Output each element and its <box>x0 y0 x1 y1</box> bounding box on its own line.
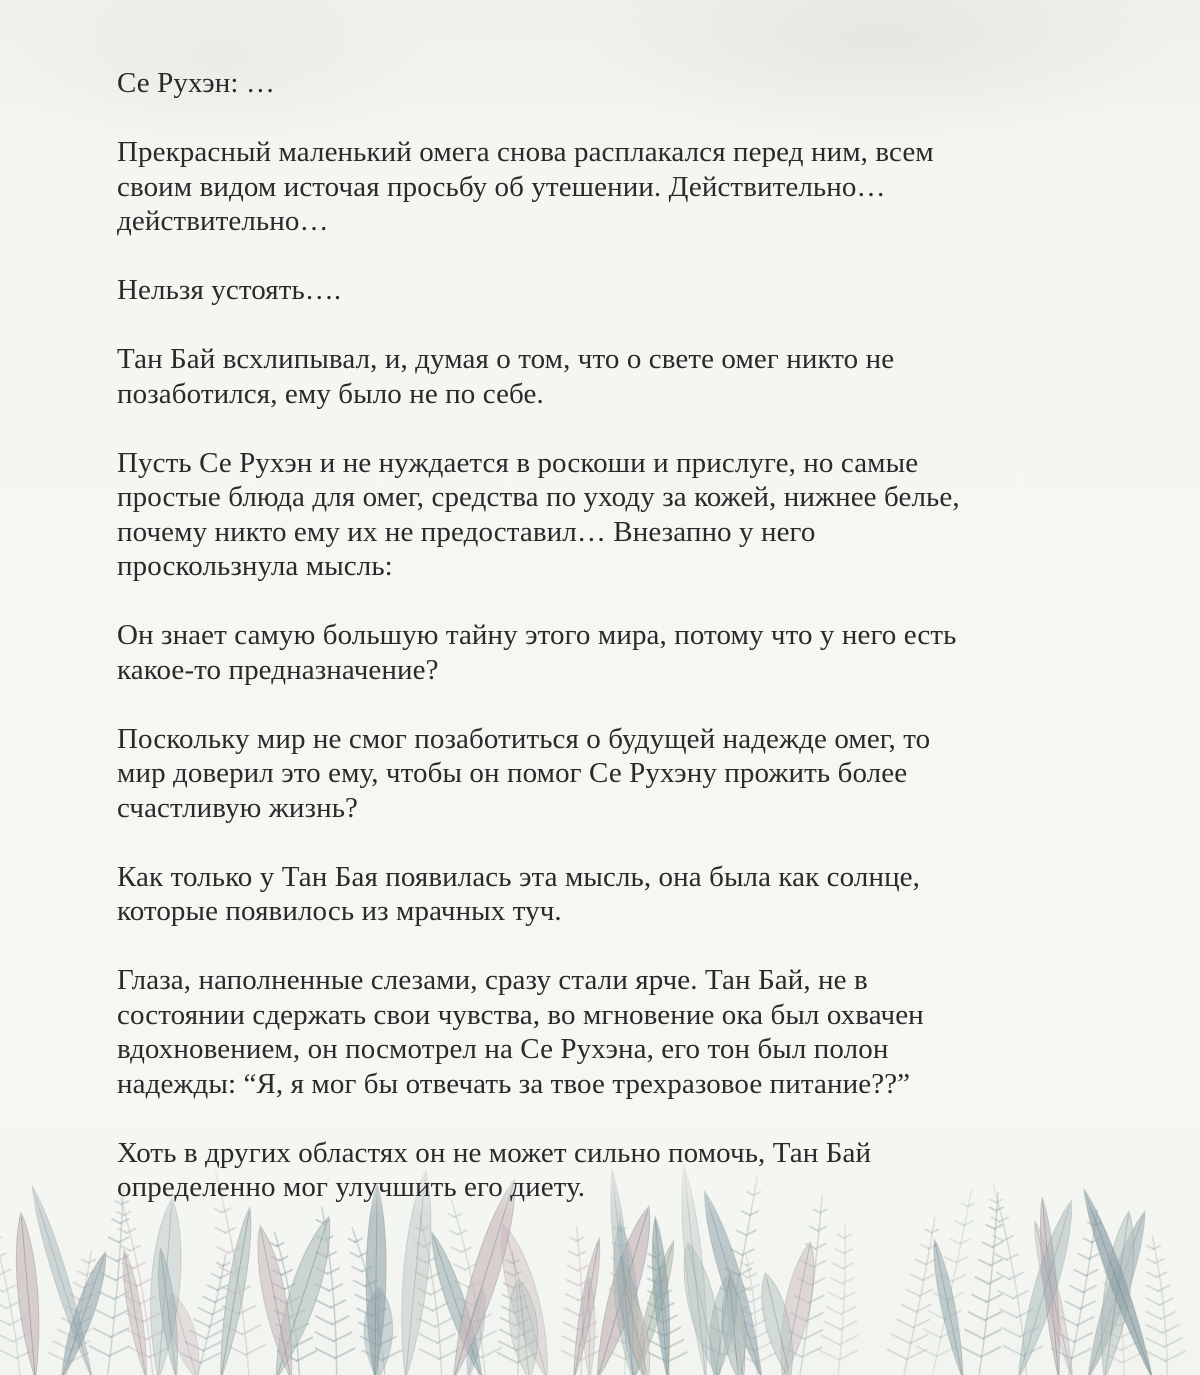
paragraph-3: Нельзя устоять…. <box>117 274 342 306</box>
paragraph-5: Пусть Се Рухэн и не нуждается в роскоши и прислуге, но самые простые блюда для омег, средства по уходу за кожей, нижнее белье, почему никто ему их не предоставил… Внезапно у него проскользнула мысль: <box>117 446 960 582</box>
paragraph-4: Тан Бай всхлипывал, и, думая о том, что о свете омег никто не позаботился, ему было не по себе. <box>117 343 895 410</box>
paragraph-8: Как только у Тан Бая появилась эта мысль, она была как солнце, которые появилось из мрачных туч. <box>117 860 921 927</box>
paragraph-6: Он знает самую большую тайну этого мира, потому что у него есть какое-то предназначение? <box>117 619 957 686</box>
paragraph-9: Глаза, наполненные слезами, сразу стали ярче. Тан Бай, не в состоянии сдержать свои чувства, во мгновение ока был охвачен вдохновением, он посмотрел на Се Рухэна, его тон был полон надежды: “Я, я мог бы отвечать за твое трехразовое питание??” <box>117 964 924 1100</box>
paragraph-1: Се Рухэн: … <box>117 67 275 99</box>
paragraph-10: Хоть в других областях он не может сильно помочь, Тан Бай определенно мог улучшить его диету. <box>117 1136 872 1203</box>
paragraph-7: Поскольку мир не смог позаботиться о будущей надежде омег, то мир доверил это ему, чтобы он помог Се Рухэну прожить более счастливую жизнь? <box>117 722 931 824</box>
paragraph-2: Прекрасный маленький омега снова расплакался перед ним, всем своим видом источая просьбу об утешении. Действительно… действительно… <box>117 136 934 237</box>
story-text <box>117 66 1117 1239</box>
